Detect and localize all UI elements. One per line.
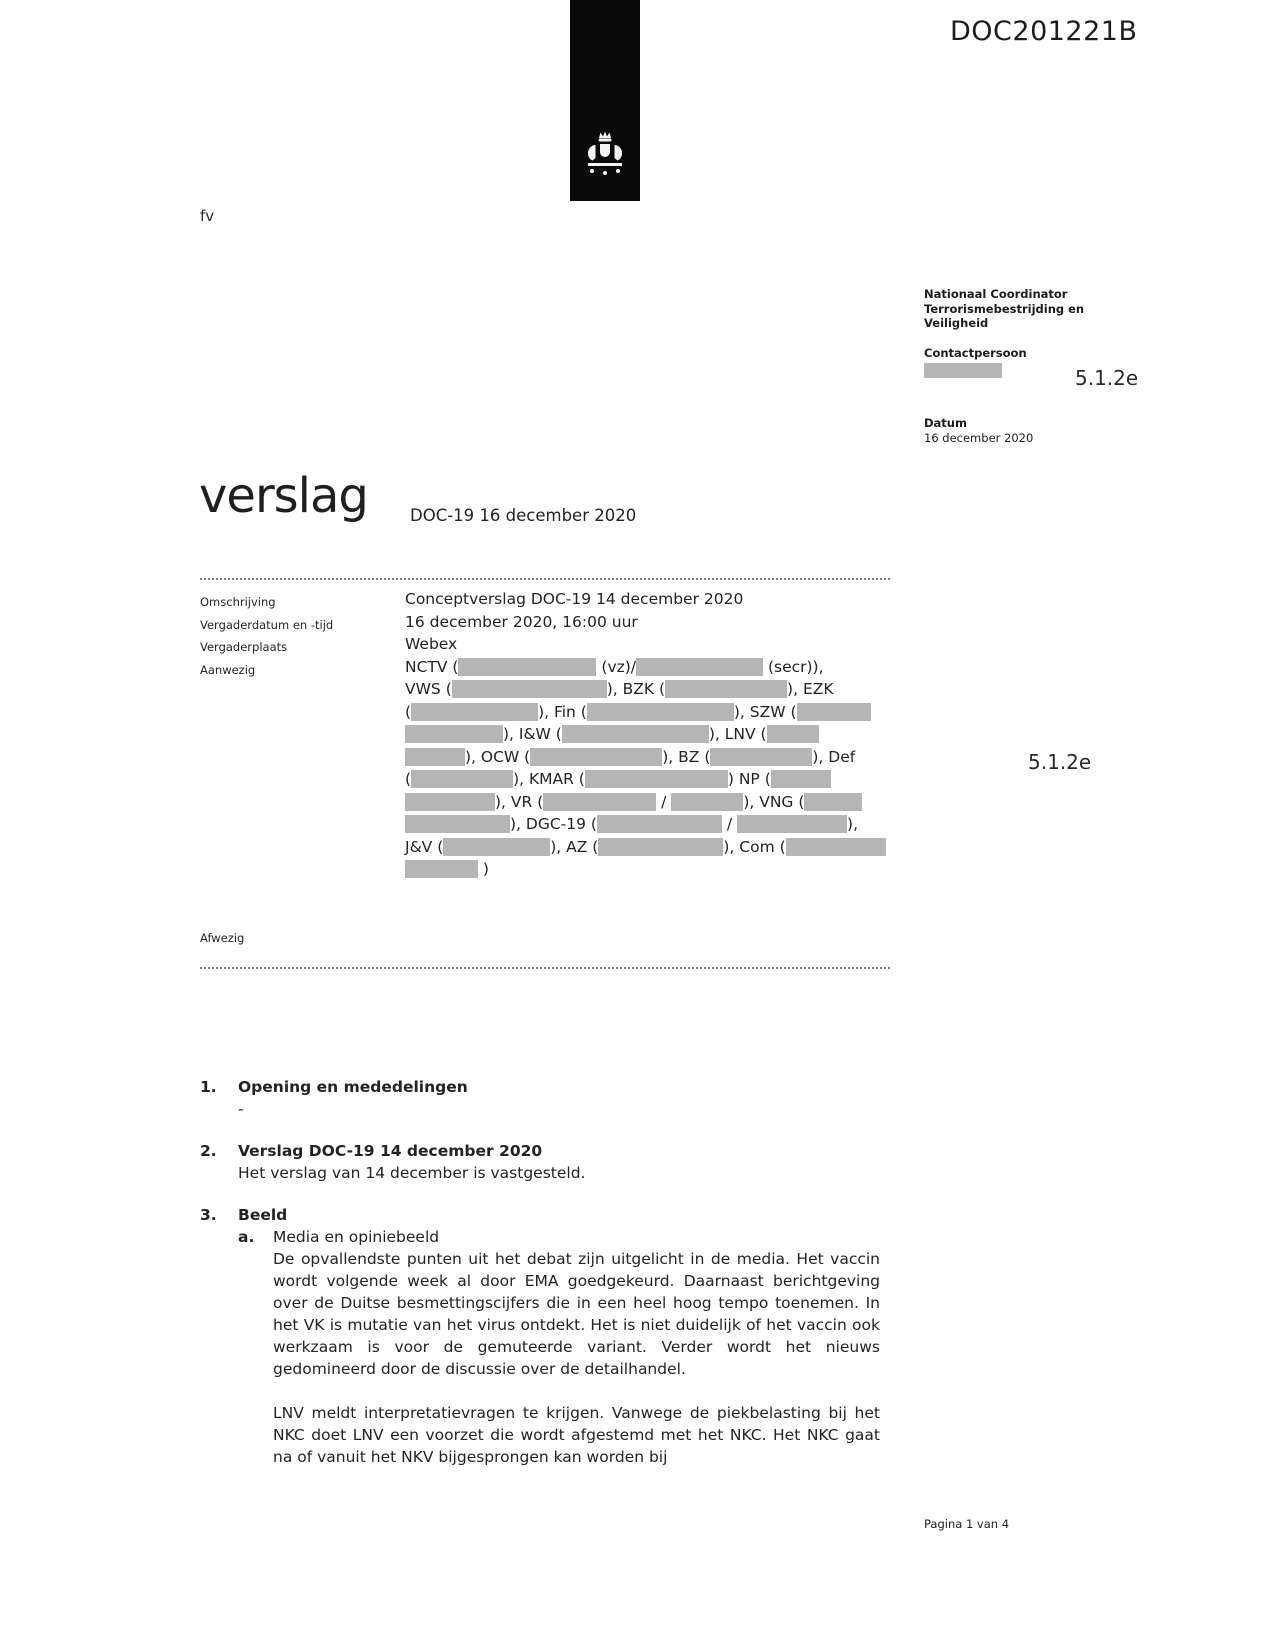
organisation-name: [924, 287, 1134, 331]
redaction-box: [598, 838, 723, 856]
attendee-line: ), I&W ( ), LNV (: [405, 723, 925, 746]
section-number: 1.: [200, 1078, 217, 1096]
redaction-box: [405, 815, 510, 833]
redaction-box: [411, 703, 538, 721]
meta-label-column: [200, 595, 333, 685]
document-code: DOC201221B: [950, 16, 1138, 47]
redaction-box: [597, 815, 722, 833]
section-title: Beeld: [238, 1206, 288, 1224]
exemption-code: 5.1.2e: [1075, 366, 1139, 390]
section-title: Verslag DOC-19 14 december 2020: [238, 1142, 543, 1160]
logo-band: [570, 0, 640, 201]
page-number: Pagina 1 van 4: [924, 1517, 1010, 1531]
redaction-box: [710, 748, 812, 766]
redaction-box: [530, 748, 662, 766]
attendee-line: ( ), KMAR ( ) NP (: [405, 768, 925, 791]
meta-value-omschrijving: Conceptverslag DOC-19 14 december 2020: [405, 590, 744, 608]
handwritten-initials: fv: [200, 207, 215, 225]
sections: [200, 1076, 892, 1488]
section-body: -: [238, 1100, 244, 1118]
section-3: [200, 1204, 892, 1468]
meta-value-vergaderdatum: 16 december 2020, 16:00 uur: [405, 612, 638, 631]
attendee-line: ( ), Fin ( ), SZW (: [405, 701, 925, 724]
redaction-box: [771, 770, 831, 788]
redaction-box: [405, 860, 478, 878]
rijksoverheid-coat-of-arms-icon: [580, 129, 630, 191]
document-type-title: verslag: [199, 468, 368, 524]
attendee-line: ), OCW ( ), BZ ( ), Def: [405, 746, 925, 769]
organisation-name-line: Veiligheid: [924, 316, 989, 330]
redaction-box: [924, 363, 1002, 378]
section-body: Het verslag van 14 december is vastgesteld.: [238, 1164, 586, 1182]
redaction-box: [804, 793, 862, 811]
subsection-a: [238, 1226, 892, 1248]
contact-person-label: Contactpersoon: [924, 346, 1027, 360]
section-title: Opening en mededelingen: [238, 1078, 468, 1096]
attendee-line: J&V ( ), AZ ( ), Com (: [405, 836, 925, 859]
redaction-box: [405, 793, 495, 811]
redaction-box: [458, 658, 596, 676]
redaction-box: [443, 838, 550, 856]
redaction-box: [587, 703, 734, 721]
meta-value-vergaderplaats: Webex: [405, 635, 458, 653]
date-label: Datum: [924, 416, 967, 430]
redaction-box: [665, 680, 787, 698]
redaction-box: [452, 680, 607, 698]
paragraph-1: De opvallendste punten uit het debat zijn uitgelicht in de media. Het vaccin wordt volgende week al door EMA goedgekeurd. Daarnaast berichtgeving over de Duitse besmettingscijfers die in een heel hoog tempo toenemen. In het VK is mutatie van het virus ontdekt. Het is niet duidelijk of het vaccin ook werkzaam is voor de gemuteerde variant. Verder wordt het nieuws gedomineerd door de discussie over de detailhandel.: [273, 1250, 880, 1378]
section-1: [200, 1076, 892, 1120]
redaction-box: [562, 725, 709, 743]
section-2: [200, 1140, 892, 1184]
document-subtitle: DOC-19 16 december 2020: [410, 506, 637, 525]
subsection-title: Media en opiniebeeld: [273, 1228, 440, 1246]
meta-label-aanwezig: Aanwezig: [200, 662, 256, 677]
separator-bottom: [200, 967, 890, 969]
redaction-box: [411, 770, 513, 788]
redaction-box: [767, 725, 819, 743]
attendee-line: NCTV ( (vz)/ (secr)),: [405, 657, 824, 676]
meta-value-column: [405, 588, 925, 881]
redaction-box: [737, 815, 847, 833]
paragraph-2: LNV meldt interpretatievragen te krijgen. Vanwege de piekbelasting bij het NKC doet LNV een voorzet die wordt afgestemd met het NKC. Het NKC gaat na of vanuit het NKV bijgesprongen kan worden bij: [273, 1404, 880, 1466]
attendee-line: ): [405, 858, 925, 881]
organisation-name-line: Nationaal Coordinator: [924, 287, 1068, 301]
redaction-box: [671, 793, 743, 811]
attendee-line: ), VR ( / ), VNG (: [405, 791, 925, 814]
attendee-line: VWS ( ), BZK ( ), EZK: [405, 680, 834, 698]
meta-label-vergaderdatum: Vergaderdatum en -tijd: [200, 617, 334, 632]
redaction-box: [797, 703, 871, 721]
section-number: 2.: [200, 1142, 217, 1160]
redaction-box: [585, 770, 728, 788]
meta-label-omschrijving: Omschrijving: [200, 595, 276, 609]
attendee-line: ), DGC-19 ( / ),: [405, 813, 925, 836]
section-number: 3.: [200, 1206, 217, 1224]
redaction-box: [636, 658, 763, 676]
subsection-letter: a.: [238, 1228, 255, 1246]
meta-label-vergaderplaats: Vergaderplaats: [200, 640, 288, 654]
separator-top: [200, 578, 890, 580]
organisation-name-line: Terrorismebestrijding en: [924, 301, 1085, 316]
redaction-box: [405, 748, 465, 766]
date-value: 16 december 2020: [924, 431, 1034, 445]
attendee-lines: [405, 656, 925, 881]
meta-label-afwezig: Afwezig: [200, 931, 245, 945]
redaction-box: [543, 793, 656, 811]
exemption-code: 5.1.2e: [1028, 750, 1092, 774]
redaction-box: [405, 725, 503, 743]
redaction-box: [786, 838, 886, 856]
